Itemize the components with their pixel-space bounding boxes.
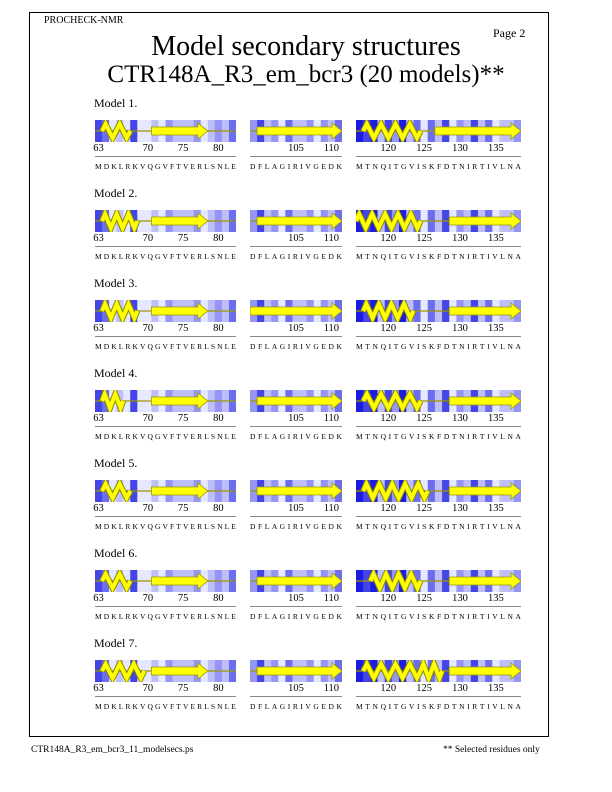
secondary-structure-plot <box>356 210 521 232</box>
residue-sequence: M D K L R K V Q G V F T V E R L S N L E <box>95 702 236 711</box>
residue-tick-label: 105 <box>288 503 304 514</box>
residue-tick-label: 63 <box>93 233 104 244</box>
residue-sequence: D F L A G I R I V G E D K <box>250 702 342 711</box>
model-block <box>0 546 612 636</box>
residue-tick-label: 120 <box>380 683 397 694</box>
residue-tick-label: 80 <box>213 143 224 154</box>
model-block <box>0 186 612 276</box>
secondary-structure-plot <box>95 480 236 502</box>
residue-tick-row <box>0 323 612 335</box>
model-block <box>0 456 612 546</box>
secondary-structure-plot <box>356 300 521 322</box>
residue-tick-label: 110 <box>323 683 340 694</box>
residue-sequence: D F L A G I R I V G E D K <box>250 252 342 261</box>
residue-tick-label: 63 <box>93 323 104 334</box>
residue-tick-label: 63 <box>93 413 104 424</box>
residue-sequence: D F L A G I R I V G E D K <box>250 522 342 531</box>
secondary-structure-plot <box>250 570 342 592</box>
footer-filename: CTR148A_R3_em_bcr3_11_modelsecs.ps <box>31 745 194 755</box>
residue-tick-label: 105 <box>288 593 304 604</box>
residue-tick-row <box>0 593 612 605</box>
program-name: PROCHECK-NMR <box>44 15 124 26</box>
secondary-structure-plot <box>95 210 236 232</box>
secondary-structure-plot <box>356 570 521 592</box>
secondary-structure-plot <box>95 120 236 142</box>
residue-tick-label: 125 <box>416 503 433 514</box>
residue-tick-label: 75 <box>177 683 189 694</box>
sequence-divider <box>250 336 342 337</box>
residue-tick-label: 63 <box>93 593 104 604</box>
residue-tick-label: 80 <box>213 593 224 604</box>
residue-tick-label: 70 <box>142 683 154 694</box>
residue-tick-row <box>0 233 612 245</box>
sequence-divider <box>95 336 236 337</box>
residue-sequence: M T N Q I T G V I S K F D T N I R T I V L N A <box>356 162 521 171</box>
secondary-structure-plot <box>356 390 521 412</box>
residue-tick-row <box>0 143 612 155</box>
page-subtitle: CTR148A_R3_em_bcr3 (20 models)** <box>107 61 505 88</box>
residue-tick-label: 80 <box>213 323 224 334</box>
residue-tick-label: 63 <box>93 683 104 694</box>
model-block <box>0 366 612 456</box>
residue-tick-label: 130 <box>452 503 468 514</box>
residue-tick-label: 125 <box>416 413 433 424</box>
secondary-structure-plot <box>356 480 521 502</box>
sequence-divider <box>95 606 236 607</box>
residue-sequence: M T N Q I T G V I S K F D T N I R T I V L N A <box>356 252 521 261</box>
secondary-structure-plot <box>95 660 236 682</box>
residue-tick-label: 80 <box>213 233 224 244</box>
sequence-divider <box>356 336 521 337</box>
residue-tick-label: 110 <box>323 593 340 604</box>
sequence-divider <box>356 606 521 607</box>
residue-tick-label: 120 <box>380 413 397 424</box>
residue-tick-label: 110 <box>323 503 340 514</box>
model-block <box>0 276 612 366</box>
model-block <box>0 96 612 186</box>
page-title: Model secondary structures <box>151 31 461 62</box>
residue-tick-label: 110 <box>323 413 340 424</box>
residue-sequence: M T N Q I T G V I S K F D T N I R T I V L N A <box>356 612 521 621</box>
residue-tick-label: 130 <box>452 593 468 604</box>
residue-tick-label: 110 <box>323 233 340 244</box>
sequence-divider <box>356 156 521 157</box>
residue-tick-label: 130 <box>452 323 468 334</box>
sequence-divider <box>356 426 521 427</box>
secondary-structure-plot <box>250 390 342 412</box>
residue-tick-label: 70 <box>142 143 154 154</box>
residue-tick-label: 75 <box>177 323 189 334</box>
secondary-structure-plot <box>356 120 521 142</box>
residue-tick-label: 80 <box>213 503 224 514</box>
model-label: Model 5. <box>94 456 138 470</box>
residue-tick-label: 135 <box>488 503 504 514</box>
sequence-divider <box>356 516 521 517</box>
secondary-structure-plot <box>250 120 342 142</box>
residue-tick-label: 110 <box>323 323 340 334</box>
secondary-structure-plot <box>250 210 342 232</box>
residue-tick-label: 105 <box>288 413 304 424</box>
secondary-structure-plot <box>250 660 342 682</box>
residue-tick-label: 70 <box>142 413 154 424</box>
secondary-structure-plot <box>95 570 236 592</box>
page-number: Page 2 <box>493 26 526 40</box>
residue-tick-label: 63 <box>93 143 104 154</box>
residue-tick-label: 105 <box>288 233 304 244</box>
residue-sequence: M T N Q I T G V I S K F D T N I R T I V L N A <box>356 702 521 711</box>
residue-sequence: M D K L R K V Q G V F T V E R L S N L E <box>95 252 236 261</box>
sequence-divider <box>95 426 236 427</box>
residue-tick-label: 70 <box>142 503 154 514</box>
residue-tick-label: 130 <box>452 413 468 424</box>
residue-tick-label: 130 <box>452 143 468 154</box>
residue-tick-label: 105 <box>288 143 304 154</box>
sequence-divider <box>250 246 342 247</box>
sequence-divider <box>356 696 521 697</box>
residue-sequence: M T N Q I T G V I S K F D T N I R T I V L N A <box>356 432 521 441</box>
secondary-structure-plot <box>250 480 342 502</box>
residue-tick-label: 125 <box>416 143 433 154</box>
model-label: Model 2. <box>94 186 138 200</box>
residue-tick-label: 70 <box>142 593 154 604</box>
residue-sequence: M D K L R K V Q G V F T V E R L S N L E <box>95 342 236 351</box>
residue-tick-label: 120 <box>380 323 397 334</box>
residue-tick-label: 135 <box>488 413 504 424</box>
sequence-divider <box>250 696 342 697</box>
residue-tick-label: 63 <box>93 503 104 514</box>
residue-tick-label: 80 <box>213 413 224 424</box>
model-label: Model 1. <box>94 96 138 110</box>
residue-tick-label: 135 <box>488 233 504 244</box>
residue-tick-row <box>0 413 612 425</box>
residue-sequence: D F L A G I R I V G E D K <box>250 612 342 621</box>
residue-tick-label: 135 <box>488 143 504 154</box>
residue-tick-label: 120 <box>380 593 397 604</box>
residue-tick-row <box>0 503 612 515</box>
residue-sequence: M D K L R K V Q G V F T V E R L S N L E <box>95 162 236 171</box>
residue-tick-label: 130 <box>452 233 468 244</box>
residue-sequence: D F L A G I R I V G E D K <box>250 162 342 171</box>
secondary-structure-plot <box>95 390 236 412</box>
residue-tick-label: 105 <box>288 683 304 694</box>
residue-tick-label: 130 <box>452 683 468 694</box>
residue-tick-label: 120 <box>380 503 397 514</box>
sequence-divider <box>250 426 342 427</box>
residue-tick-label: 75 <box>177 593 189 604</box>
residue-tick-label: 75 <box>177 413 189 424</box>
model-label: Model 7. <box>94 636 138 650</box>
sequence-divider <box>356 246 521 247</box>
sequence-divider <box>250 516 342 517</box>
residue-sequence: M D K L R K V Q G V F T V E R L S N L E <box>95 432 236 441</box>
residue-tick-label: 75 <box>177 233 189 244</box>
sequence-divider <box>95 246 236 247</box>
residue-sequence: M T N Q I T G V I S K F D T N I R T I V L N A <box>356 522 521 531</box>
residue-tick-label: 120 <box>380 143 397 154</box>
residue-tick-label: 125 <box>416 593 433 604</box>
model-label: Model 4. <box>94 366 138 380</box>
residue-tick-label: 135 <box>488 683 504 694</box>
residue-tick-label: 125 <box>416 323 433 334</box>
residue-tick-label: 125 <box>416 233 433 244</box>
residue-tick-row <box>0 683 612 695</box>
residue-tick-label: 70 <box>142 323 154 334</box>
residue-tick-label: 80 <box>213 683 224 694</box>
model-label: Model 6. <box>94 546 138 560</box>
sequence-divider <box>95 516 236 517</box>
residue-sequence: M T N Q I T G V I S K F D T N I R T I V L N A <box>356 342 521 351</box>
residue-sequence: D F L A G I R I V G E D K <box>250 432 342 441</box>
residue-tick-label: 75 <box>177 503 189 514</box>
sequence-divider <box>95 696 236 697</box>
residue-tick-label: 120 <box>380 233 397 244</box>
residue-sequence: M D K L R K V Q G V F T V E R L S N L E <box>95 522 236 531</box>
residue-tick-label: 110 <box>323 143 340 154</box>
residue-tick-label: 135 <box>488 323 504 334</box>
residue-sequence: D F L A G I R I V G E D K <box>250 342 342 351</box>
footer-note: ** Selected residues only <box>443 745 540 755</box>
sequence-divider <box>250 156 342 157</box>
secondary-structure-plot <box>95 300 236 322</box>
residue-tick-label: 125 <box>416 683 433 694</box>
secondary-structure-plot <box>250 300 342 322</box>
residue-tick-label: 75 <box>177 143 189 154</box>
sequence-divider <box>250 606 342 607</box>
model-label: Model 3. <box>94 276 138 290</box>
residue-tick-label: 105 <box>288 323 304 334</box>
residue-tick-label: 135 <box>488 593 504 604</box>
residue-tick-label: 70 <box>142 233 154 244</box>
secondary-structure-plot <box>356 660 521 682</box>
model-block <box>0 636 612 726</box>
residue-sequence: M D K L R K V Q G V F T V E R L S N L E <box>95 612 236 621</box>
sequence-divider <box>95 156 236 157</box>
